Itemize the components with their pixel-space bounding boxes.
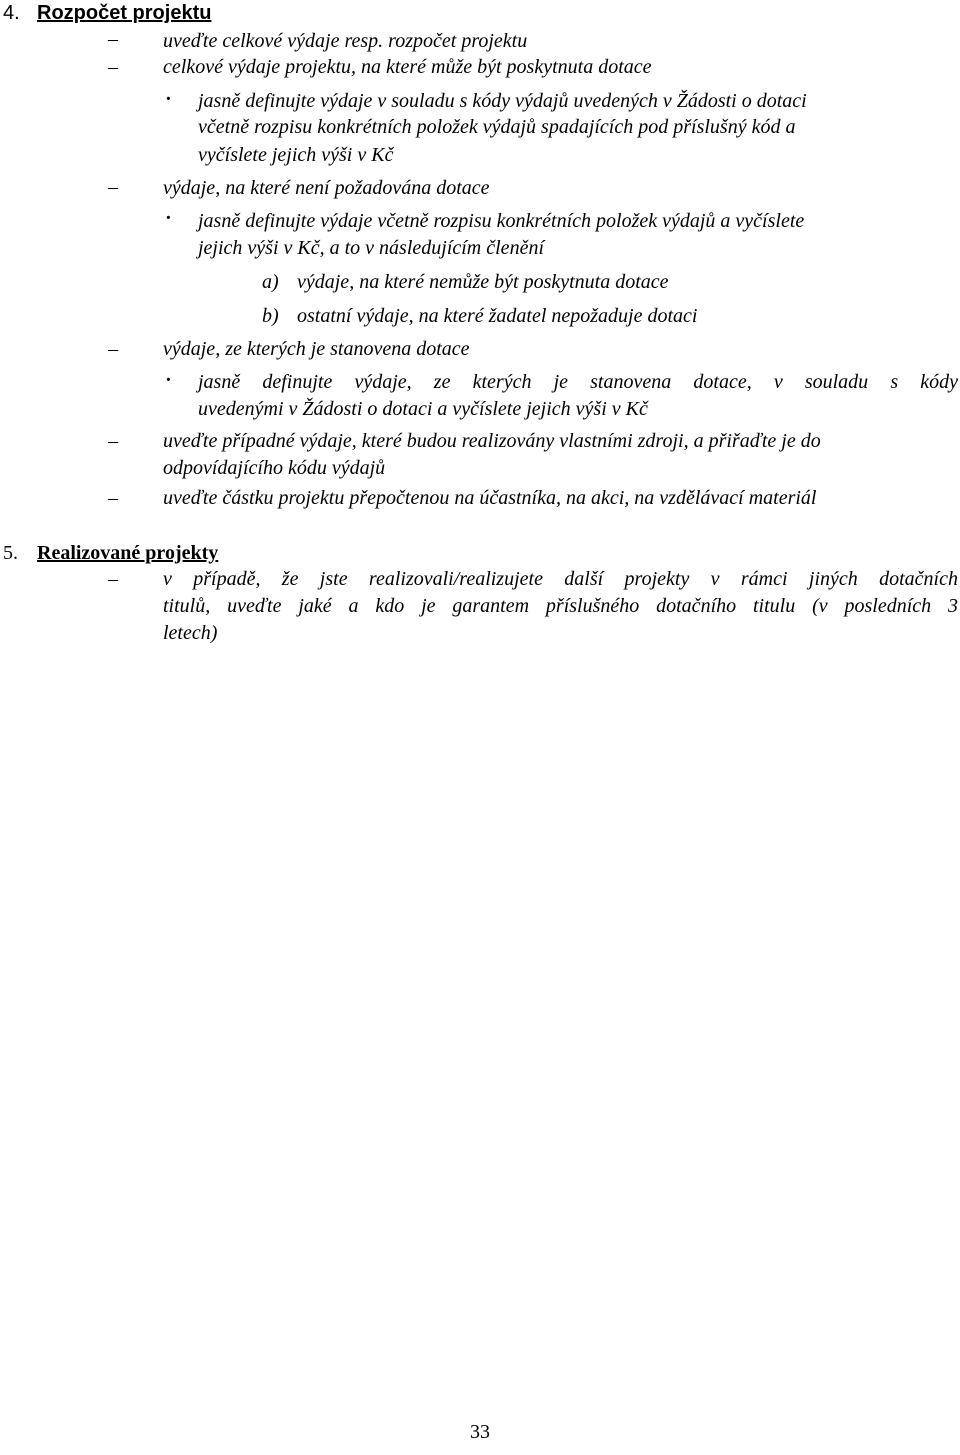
section-5-heading xyxy=(3,540,218,566)
list-item: uveďte celkové výdaje resp. rozpočet projektu xyxy=(163,30,528,52)
list-item-continuation: letech) xyxy=(163,622,218,644)
section-title: Rozpočet projektu xyxy=(37,2,212,24)
dash-marker: – xyxy=(108,56,118,78)
list-item-continuation: titulů, uveďte jaké a kdo je garantem příslušného dotačního titulu (v posledních 3 xyxy=(163,595,958,617)
list-item-continuation: včetně rozpisu konkrétních položek výdajů spadajících pod příslušný kód a xyxy=(198,116,796,138)
dash-marker: – xyxy=(108,176,118,198)
list-item: uveďte částku projektu přepočtenou na účastníka, na akci, na vzdělávací materiál xyxy=(163,487,817,509)
bullet-marker: · xyxy=(165,207,172,229)
section-4-heading xyxy=(3,0,211,26)
list-item: výdaje, na které není požadována dotace xyxy=(163,177,490,199)
section-number: 5. xyxy=(3,542,18,564)
list-item-continuation: uvedenými v Žádosti o dotaci a vyčíslete jejich výši v Kč xyxy=(198,398,648,420)
page-number: 33 xyxy=(470,1421,490,1443)
dash-marker: – xyxy=(108,28,118,50)
section-number: 4. xyxy=(3,2,20,24)
list-item-continuation: jejich výši v Kč, a to v následujícím členění xyxy=(198,237,544,259)
sub-item: výdaje, na které nemůže být poskytnuta dotace xyxy=(297,271,669,293)
bullet-marker: · xyxy=(165,88,172,110)
list-item: v případě, že jste realizovali/realizujete další projekty v rámci jiných dotačních xyxy=(163,568,958,590)
list-item: jasně definujte výdaje, ze kterých je stanovena dotace, v souladu s kódy xyxy=(198,371,958,393)
dash-marker: – xyxy=(108,568,118,590)
list-item: výdaje, ze kterých je stanovena dotace xyxy=(163,338,470,360)
sub-item-marker: a) xyxy=(262,271,279,293)
dash-marker: – xyxy=(108,487,118,509)
section-title: Realizované projekty xyxy=(37,542,219,564)
dash-marker: – xyxy=(108,430,118,452)
list-item-continuation: odpovídajícího kódu výdajů xyxy=(163,457,386,479)
list-item: celkové výdaje projektu, na které může být poskytnuta dotace xyxy=(163,56,652,78)
list-item: jasně definujte výdaje včetně rozpisu konkrétních položek výdajů a vyčíslete xyxy=(198,210,805,232)
sub-item-marker: b) xyxy=(262,305,279,327)
list-item-continuation: vyčíslete jejich výši v Kč xyxy=(198,144,394,166)
list-item: jasně definujte výdaje v souladu s kódy výdajů uvedených v Žádosti o dotaci xyxy=(198,90,807,112)
dash-marker: – xyxy=(108,338,118,360)
sub-item: ostatní výdaje, na které žadatel nepožaduje dotaci xyxy=(297,305,698,327)
bullet-marker: · xyxy=(165,369,172,391)
list-item: uveďte případné výdaje, které budou realizovány vlastními zdroji, a přiřaďte je do xyxy=(163,430,821,452)
